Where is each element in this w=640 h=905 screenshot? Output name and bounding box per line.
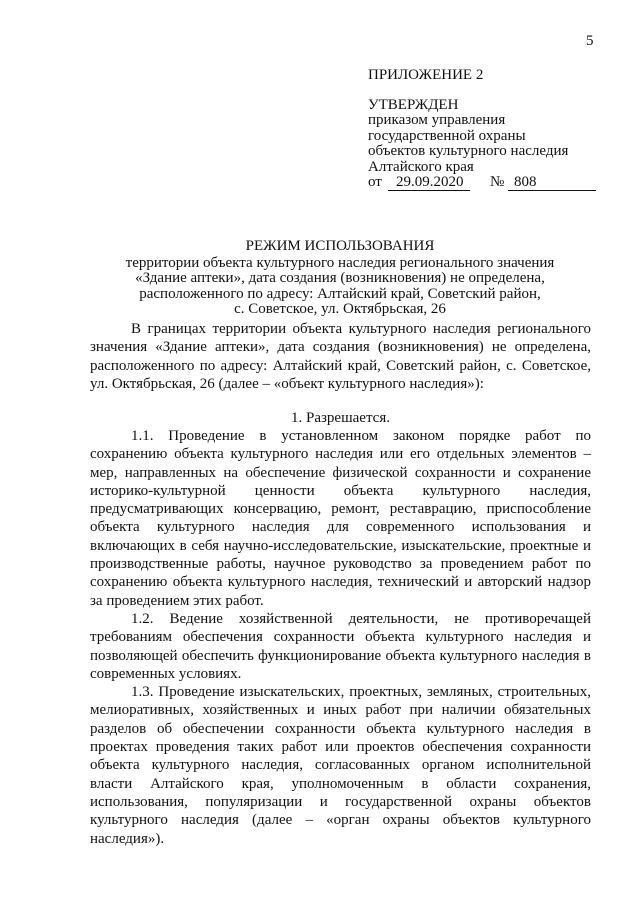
- section-item: 1.2. Ведение хозяйственной деятельности, не противоречащей требованиям обеспечения сохранности объекта культурного наследия и позволяющей обеспечить функционирование объекта культурного наследия в современных условиях.: [90, 610, 591, 682]
- approved-label: УТВЕРЖДЕН: [368, 96, 459, 113]
- page-number: 5: [586, 33, 594, 49]
- document-title: [90, 239, 590, 318]
- section-item: 1.3. Проведение изыскательских, проектных, земляных, строительных, мелиоративных, хозяйственных и иных работ при наличии обязательных разделов об обеспечении сохранности объекта культурного наследия в проектах проведения таких работ или проектов обеспечения сохранности объекта культурного наследия, согласованных органом исполнительной власти Алтайского края, уполномоченным в области сохранения, использования, популяризации и государственной охраны объектов культурного наследия (далее – «орган охраны объектов культурного наследия»).: [90, 684, 591, 847]
- number-label: №: [490, 174, 505, 190]
- order-number: 808: [508, 175, 596, 191]
- approval-line: Алтайского края: [368, 158, 474, 175]
- section-item: 1.1. Проведение в установленном законом порядке работ по сохранению объекта культурного наследия или его отдельных элементов – мер, направленных на обеспечение физической сохранности и сохранение историко-культурной ценности объекта культурного наследия, предусматривающих консервацию, ремонт, реставрацию, приспособление объекта культурного наследия для современного использования и включающих в себя научно-исследовательские, изыскательские, проектные и производственные работы, научное руководство за проведением работ по сохранению объекта культурного наследия, технический и авторский надзор за проведением этих работ.: [90, 428, 591, 609]
- approval-block: [368, 68, 608, 193]
- appendix-label: ПРИЛОЖЕНИЕ 2: [368, 67, 484, 83]
- section-heading: 1. Разрешается.: [291, 410, 390, 426]
- title-line: территории объекта культурного наследия регионального значения: [125, 254, 555, 271]
- intro-paragraph: В границах территории объекта культурного наследия регионального значения «Здание аптеки», дата создания (возникновения) не определена, расположенного по адресу: Алтайский край, Советский район, с. Советское, ул. Октябрьская, 26 (далее – «объект культурного наследия»):: [90, 321, 591, 392]
- title-heading: РЕЖИМ ИСПОЛЬЗОВАНИЯ: [245, 238, 435, 254]
- approval-line: объектов культурного наследия: [368, 143, 569, 159]
- order-date-number: [368, 175, 608, 193]
- order-date: 29.09.2020: [388, 175, 470, 191]
- approval-line: государственной охраны: [368, 127, 526, 144]
- intro-text: [90, 320, 591, 393]
- title-line: расположенного по адресу: Алтайский край, Советский район,: [139, 285, 541, 302]
- title-line: с. Советское, ул. Октябрьская, 26: [234, 301, 446, 317]
- title-line: «Здание аптеки», дата создания (возникновения) не определена,: [135, 270, 545, 286]
- section-body: [90, 427, 591, 848]
- approval-line: приказом управления: [368, 112, 506, 128]
- from-label: от: [368, 174, 382, 190]
